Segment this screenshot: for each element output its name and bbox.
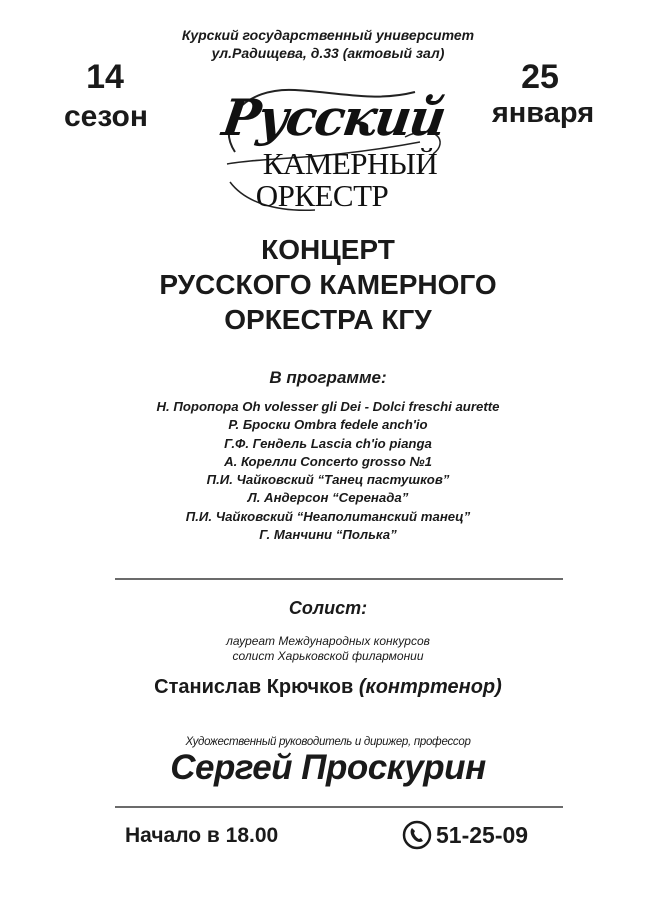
- programme-item: Н. Поропора Oh volesser gli Dei - Dolci freschi aurette: [156, 399, 500, 414]
- venue-line-2: ул.Радищева, д.33 (актовый зал): [211, 45, 445, 61]
- orchestra-logo: [205, 82, 455, 217]
- programme-list: [0, 398, 656, 544]
- soloist-role: (контртенор): [358, 676, 502, 698]
- programme-item: Р. Броски Ombra fedele anch'io: [228, 417, 428, 433]
- soloist-heading: Солист:: [288, 598, 368, 618]
- phone-number-text: 51-25-09: [436, 821, 529, 848]
- programme-heading: В программе:: [269, 368, 387, 387]
- season-number: 14: [86, 58, 124, 96]
- logo-line-3: ОРКЕСТР: [255, 178, 389, 213]
- conductor-title: Художественный руководитель и дирижер, профессор: [185, 736, 471, 748]
- soloist-name-text: Станислав Крючков: [154, 676, 354, 698]
- concert-title: [0, 232, 656, 337]
- divider-bottom: [115, 806, 563, 808]
- venue: [0, 26, 656, 62]
- title-line-3: ОРКЕСТРА КГУ: [224, 304, 432, 335]
- soloist-desc-line-2: солист Харьковской филармонии: [232, 649, 424, 663]
- start-time: Начало в 18.00: [125, 824, 279, 847]
- programme-item: Л. Андерсон “Серенада”: [247, 490, 409, 506]
- phone-number: [402, 820, 528, 850]
- season-label: сезон: [64, 100, 148, 133]
- soloist-name: [0, 676, 656, 699]
- venue-line-1: Курский государственный университет: [181, 27, 475, 43]
- date-day: 25: [521, 58, 559, 96]
- soloist-desc-line-1: лауреат Международных конкурсов: [226, 634, 430, 648]
- title-line-1: КОНЦЕРТ: [261, 234, 395, 265]
- title-line-2: РУССКОГО КАМЕРНОГО: [159, 269, 497, 300]
- date-month: января: [491, 97, 595, 129]
- programme-item: А. Корелли Concerto grosso №1: [224, 453, 432, 469]
- programme-item: Г.Ф. Гендель Lascia ch'io pianga: [224, 435, 432, 451]
- programme-item: Г. Манчини “Полька”: [259, 527, 397, 543]
- programme-item: П.И. Чайковский “Танец пастушков”: [206, 472, 450, 488]
- logo-line-2: КАМЕРНЫЙ: [262, 146, 438, 181]
- phone-icon: [402, 820, 432, 850]
- conductor-name: Сергей Проскурин: [170, 748, 486, 787]
- divider-top: [115, 578, 563, 580]
- programme-item: П.И. Чайковский “Неаполитанский танец”: [185, 508, 471, 524]
- logo-script-word: Русский: [218, 88, 449, 147]
- soloist-description: [0, 634, 656, 664]
